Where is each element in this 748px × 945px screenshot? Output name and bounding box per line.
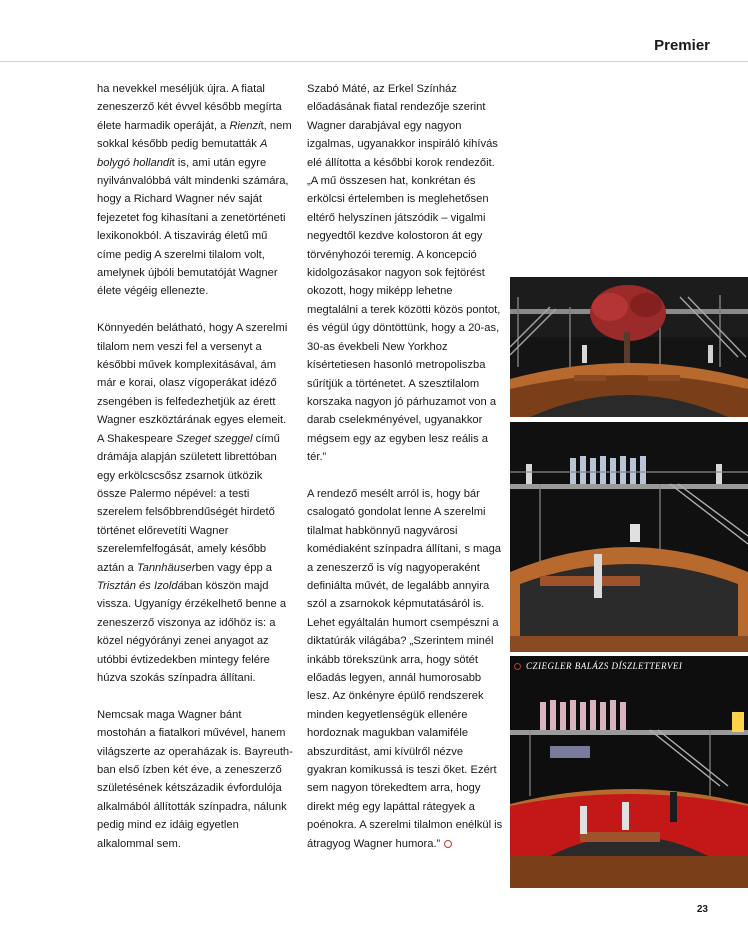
bullet-icon — [514, 663, 521, 670]
stage-design-image-2 — [510, 422, 748, 652]
paragraph — [97, 706, 293, 853]
text-run: Szabó Máté, az Erkel Színház előadásának fiatal rendezője szerint Wagner darabjával egy nagyon izgalmas, ugyanakkor inspiráló kihívás elé állította a későbbi korok rendezőit. — [307, 83, 498, 169]
article-column-right — [307, 80, 503, 871]
text-run: Nemcsak maga Wagner bánt mostohán a fiatalkori művével, hanem világszerte az operaházak is. Bayreuth-ban első ízben két éve, a zeneszerző születésének kétszázadik évfordulója alkalmából állították színpadra, nálunk pedig mind ez idáig egyetlen alkalommal sem. — [97, 708, 293, 850]
text-run: ben vagy épp a — [195, 561, 273, 574]
text-run: „A mű összesen hat, konkrétan és erkölcsi értelemben is meglehetősen eltérő helyszínen játszódik – vigalmi negyedtől kezdve kolostoron át egy törvényhozói teremig. A koncepció kidolgozásakor nagyon sok fejtörést okozott, hogy miképp lehetne megtalálni a terek közötti közös pontot, és végül úgy döntöttünk, hogy a 20-as, 30-as évekbeli New Yorkhoz kísértetiesen hasonló metropoliszba sűrítjük a történetet. A szesztilalom korszaka nagyon jó párhuzamot von a darab cselekményével, ugyanakkor mégsem egy az egyben lesz reális a tér.” — [307, 175, 501, 464]
text-run: ban köszön majd vissza. Ugyanígy érzékelhető benne a zeneszerző viszonya az időhöz is: a közel négyórányi zenei anyagot az utóbbi évtizedekben mintegy felére húzva szokás színpadra állítani. — [97, 579, 287, 684]
text-run: Könnyedén belátható, hogy A szerelmi tilalom nem veszi fel a versenyt a későbbi művek komplexitásával, ám már e korai, olasz vígoperákat idéző zsengében is felfedezhetjük az érett Wagner eszköztárának egyes elemeit. A Shakespeare — [97, 322, 288, 445]
text-run: t, nem sokkal később pedig bemutatták — [97, 119, 292, 151]
article-column-left — [97, 80, 293, 871]
text-run: t is, ami után egyre nyilvánvalóbbá vált mindenki számára, hogy a Richard Wagner név saját fejezetet fog kihasítani a zenetörténeti lexikonokból. A tiszavirág életű mű címe pedig A szerelmi tilalom volt, amelynek újbóli bemutatóját Wagner élete végéig ellenezte. — [97, 156, 289, 298]
top-band — [0, 0, 748, 37]
caption-text: CZIEGLER BALÁZS DÍSZLETTERVEI — [526, 661, 683, 671]
italic-title: Tannhäuser — [136, 561, 196, 574]
stage-design-image-3 — [510, 656, 748, 888]
quote-paragraph — [307, 172, 503, 467]
text-run: A rendező mesélt arról is, hogy bár csalogató gondolat lenne A szerelmi tilalmat habkönnyű nagyvárosi komédiaként színpadra állítani, s maga a zeneszerző is víg nagyoperaként definiálta művét, de legalább annyira szól a zsarnokok képmutatásáról is. Lehet egyáltalán humort csempészni a diktatúrák világába? „Szerintem minél inkább törekszünk arra, hogy sötét előadás legyen, annál humorosabb lesz. Az önkényre épülő rendszerek minden kegyetlenségük ellenére hordoznak magukban valamiféle abszurditást, ami kívülről nézve gyakran komikussá is teszi őket. Ezért sem nagyon törekedtem arra, hogy direkt még egy lapáttal rátegyek a poénokra. A szerelmi tilalmon enélkül is átragyog Wagner humora.” — [307, 487, 503, 850]
paragraph — [307, 485, 503, 853]
paragraph — [97, 319, 293, 687]
text-run: című drámája alapján született librettóban egy erkölcscsősz zsarnok ütközik össze Palermo népével: a testi szerelem felsőbbrendűségét hirdető történet előrevetíti Wagner szerelemfelfogását, amely később aztán a — [97, 432, 280, 574]
end-mark-icon — [444, 840, 452, 848]
image-caption — [514, 661, 682, 671]
section-title: Premier — [654, 37, 710, 54]
page-number: 23 — [696, 904, 708, 915]
paragraph — [97, 80, 293, 301]
italic-title: A bolygó hollandi — [97, 138, 267, 169]
italic-title: Szeget szeggel — [176, 432, 253, 445]
stage-design-image-1 — [510, 277, 748, 417]
paragraph — [307, 80, 503, 172]
italic-title: Rienzi — [229, 119, 261, 132]
italic-title: Trisztán és Izoldá — [97, 579, 184, 592]
header-rule — [0, 61, 748, 62]
text-run: ha nevekkel meséljük újra. A fiatal zeneszerző két évvel később megírta élete harmadik operáját, a — [97, 83, 282, 132]
